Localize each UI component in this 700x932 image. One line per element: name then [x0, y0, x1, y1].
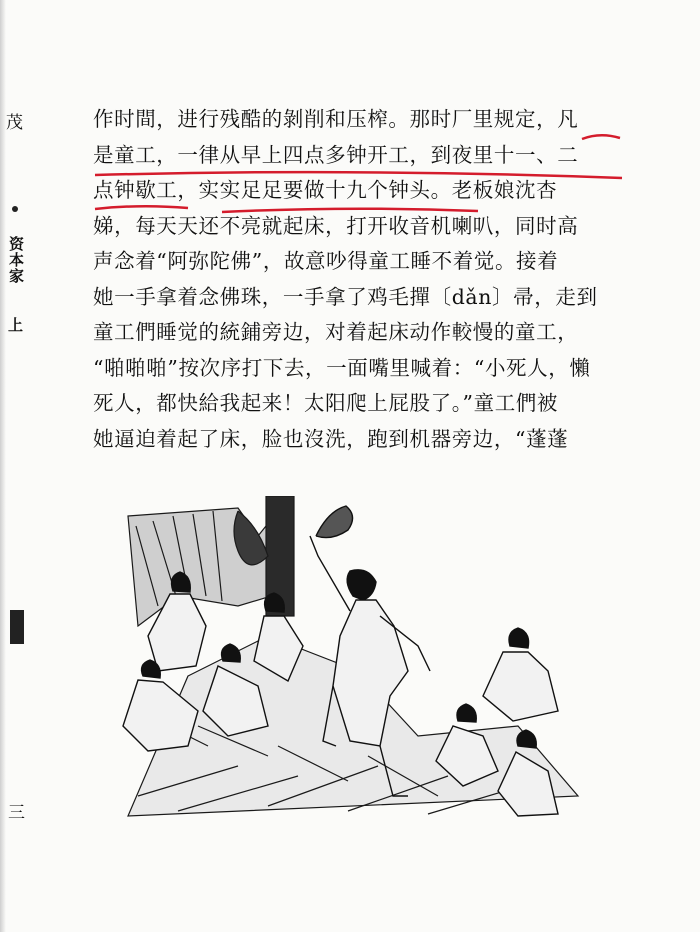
body-text — [93, 102, 613, 457]
text-line: 声念着“阿弥陀佛”，故意吵得童工睡不着觉。接着 — [93, 249, 559, 273]
text-line: 点钟歇工，实实足足要做十九个钟头。老板娘沈杏 — [93, 178, 558, 202]
text-line: 死人，都快給我起来！太阳爬上屁股了。”童工們被 — [93, 391, 559, 415]
text-line: 是童工，一律从早上四点多钟开工，到夜里十一、二 — [93, 142, 579, 167]
text-line: 她一手拿着念佛珠，一手拿了鸡毛撣〔dǎn〕帚，走到 — [93, 284, 598, 309]
illustration — [118, 496, 590, 836]
text-line: 娣，每天天还不亮就起床，打开收音机喇叭，同时高 — [93, 213, 579, 238]
text-line: 童工們睡觉的統鋪旁边，对着起床动作較慢的童工， — [93, 320, 579, 344]
margin-column — [4, 108, 32, 888]
margin-top-char: 茂 — [6, 113, 23, 133]
text-line: 作时間，进行残酷的剝削和压榨。那时厂里规定，凡 — [93, 107, 579, 131]
page-number: 三 — [8, 803, 25, 823]
margin-upper-char: 上 — [8, 316, 24, 334]
text-line: “啪啪啪”按次序打下去，一面嘴里喊着：“小死人，懶 — [93, 355, 591, 380]
text-line: 她逼迫着起了床，脸也沒洗，跑到机器旁边，“蓬蓬 — [93, 426, 569, 451]
margin-bar — [10, 610, 24, 644]
margin-vertical-label: 资本家 — [7, 236, 25, 284]
margin-dot — [12, 206, 18, 212]
